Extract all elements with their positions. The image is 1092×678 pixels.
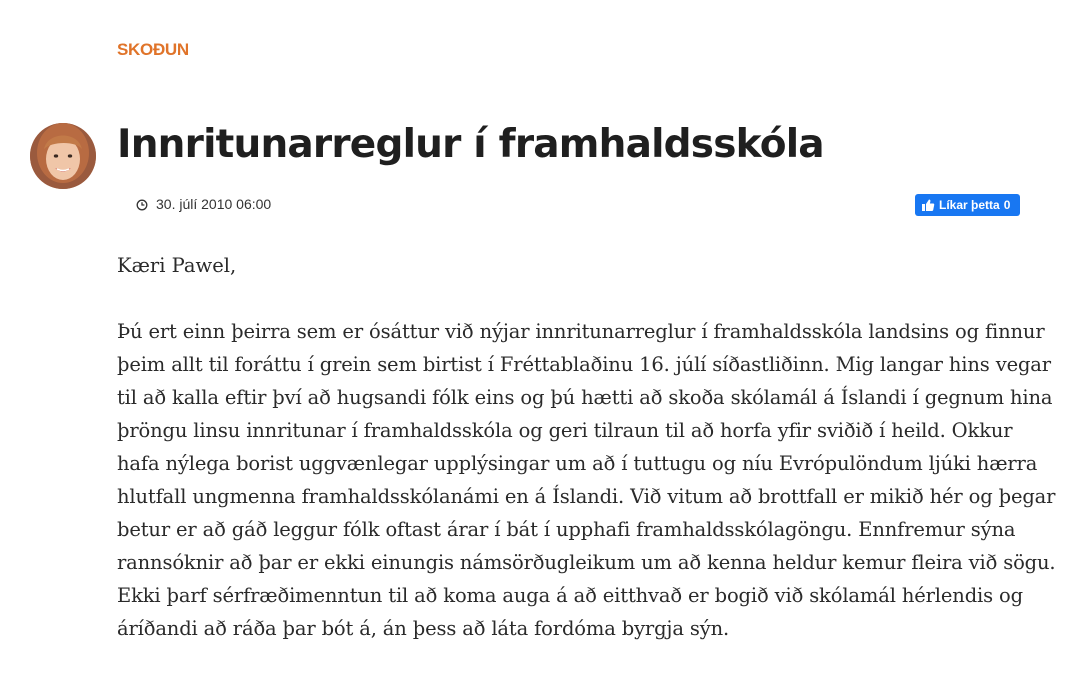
author-avatar[interactable]: [30, 123, 96, 189]
author-photo-icon: [30, 123, 96, 189]
like-count: 0: [1003, 198, 1011, 212]
article-paragraph: Þú ert einn þeirra sem er ósáttur við nýjar innritunarreglur í framhaldsskóla landsins og finnur þeim allt til foráttu í grein sem birtist í Fréttablaðinu 16. júlí síðastliðinn. Mig langar hins vegar til að kalla eftir því að hugsandi fólk eins og þú hætti að skoða skólamál á Íslandi í gegnum hina þröngu linsu innritunar í framhaldsskóla og geri tilraun til að horfa yfir sviðið í heild. Okkur hafa nýlega borist uggvænlegar upplýsingar um að í tuttugu og níu Evrópulöndum ljúki hærra hlutfall ungmenna framhaldsskólanámi en á Íslandi. Við vitum að brottfall er mikið hér og þegar betur er að gáð leggur fólk oftast árar í bát í upphafi framhaldsskólagöngu. Ennfremur sýna rannsóknir að þar er ekki einungis námsörðugleikum um að kenna heldur kemur fleira við sögu. Ekki þarf sérfræðimenntun til að koma auga á að eitthvað er bogið við skólamál hérlendis og áríðandi að ráða þar bót á, án þess að láta fordóma byrgja sýn.: [117, 320, 1056, 640]
article-greeting: Kæri Pawel,: [117, 254, 237, 277]
thumbs-up-icon: [921, 198, 935, 212]
article-meta: [136, 196, 271, 212]
clock-icon: [136, 198, 148, 210]
article-title: Innritunarreglur í framhaldsskóla: [117, 122, 824, 167]
article-date: 30. júlí 2010 06:00: [156, 196, 272, 212]
article-body: [117, 249, 1057, 678]
category-link[interactable]: SKOÐUN: [117, 40, 189, 59]
like-label: Líkar þetta: [939, 198, 1000, 212]
facebook-like-button[interactable]: [915, 194, 1020, 216]
